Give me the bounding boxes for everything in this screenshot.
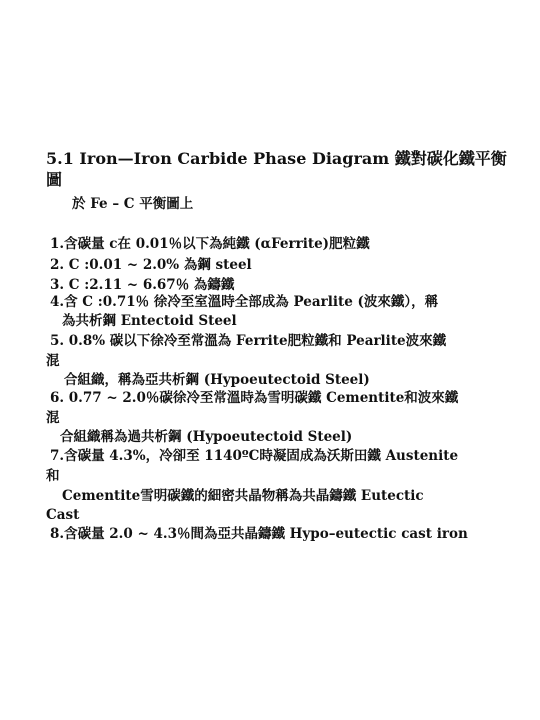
list-item: 1.含碳量 c在 0.01％以下為純鐵 (αFerrite)肥粒鐵 xyxy=(50,236,370,252)
list-item: 為共析鋼 Entectoid Steel xyxy=(62,313,237,329)
list-item: 5. 0.8% 碳以下徐冷至常溫為 Ferrite肥粒鐵和 Pearlite波來鐵 xyxy=(50,333,447,349)
list-item: Cast xyxy=(46,507,80,523)
list-item: 3. C :2.11 ~ 6.67％ 為鑄鐵 xyxy=(50,277,235,293)
list-item: 合組織稱為過共析鋼 (Hypoeutectoid Steel) xyxy=(60,429,353,445)
title-line-2: 圖 xyxy=(46,170,63,189)
list-item: 4.含 C :0.71％ 徐冷至室溫時全部成為 Pearlite (波來鐵），稱 xyxy=(50,294,439,310)
subtitle: 於 Fe – C 平衡圖上 xyxy=(72,196,194,212)
list-item: Cementite雪明碳鐵的細密共晶物稱為共晶鑄鐵 Eutectic xyxy=(62,488,424,504)
title-line-1: 5.1 Iron—Iron Carbide Phase Diagram 鐵對碳化鐵平衡 xyxy=(46,149,507,168)
list-item: 合組織，稱為亞共析鋼 (Hypoeutectoid Steel) xyxy=(64,372,370,388)
list-item: 7.含碳量 4.3%，冷卻至 1140ºC時凝固成為沃斯田鐵 Austenite xyxy=(50,448,459,464)
list-item: 混 xyxy=(46,353,60,369)
list-item: 8.含碳量 2.0 ~ 4.3％間為亞共晶鑄鐵 Hypo–eutectic cast iron xyxy=(50,526,468,542)
list-item: 6. 0.77 ~ 2.0％碳徐冷至常溫時為雪明碳鐵 Cementite和波來鐵 xyxy=(50,390,459,406)
list-item: 混 xyxy=(46,410,60,426)
list-item: 2. C :0.01 ~ 2.0% 為鋼 steel xyxy=(50,257,252,273)
list-item: 和 xyxy=(46,468,60,484)
